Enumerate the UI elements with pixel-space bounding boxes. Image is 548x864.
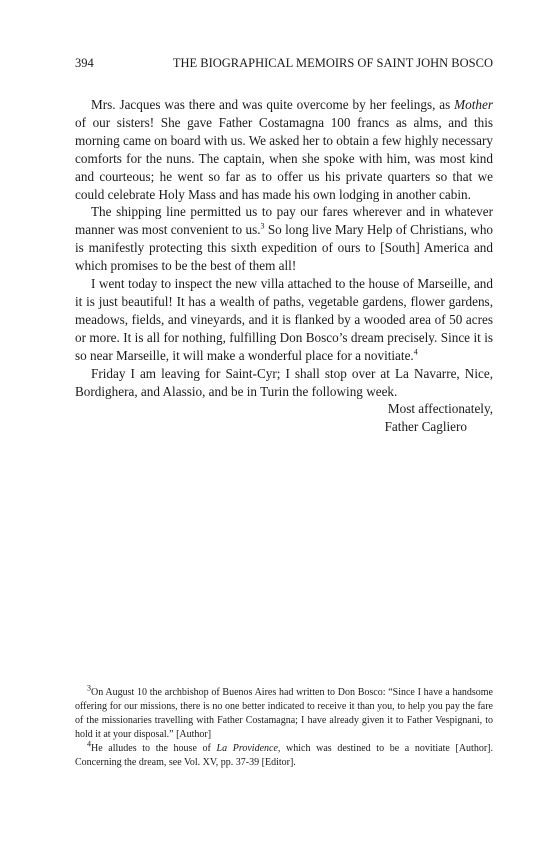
page-number: 394 — [75, 56, 94, 70]
footnote: $^3$On August 10 the archbishop of Buenos Aires had written to Don Bosco: “Since I have a handsome offering for our missions, there is no one better indicated to receive it than you, to help you pay the fare of the missionaries travelling with Father Costamagna; I have already given it to Father Vespignani, to hold it at your disposal.” [Author] — [75, 683, 493, 740]
running-title: THE BIOGRAPHICAL MEMOIRS OF SAINT JOHN BOSCO — [172, 56, 493, 70]
footnote-ref: 4 — [413, 347, 418, 357]
footnote-ref: 3 — [260, 221, 265, 231]
paragraph: I went today to inspect the new villa attached to the house of Marseille, and it is just beautiful! It has a wealth of paths, vegetable gardens, flower gardens, meadows, fields, and vineyards, and it is flanked by a wooded area of 50 acres or more. It is all for nothing, fulfilling Don Bosco’s dream precisely. Since it is so near Marseille, it will make a wonderful place for a novitiate.$^4$ — [75, 276, 493, 363]
footnote: $^4$He alludes to the house of La Providence, which was destined to be a novitiate [Author]. Concerning the dream, see Vol. XV, pp. 37-39 [Editor]. — [75, 739, 494, 768]
valediction: Most affectionately, — [387, 401, 493, 417]
paragraph: Friday I am leaving for Saint-Cyr; I shall stop over at La Navarre, Nice, Bordighera, and Alassio, and be in Turin the following week. — [75, 365, 493, 399]
paragraph: The shipping line permitted us to pay our fares wherever and in whatever manner was most convenient to us.$^3$ So long live Mary Help of Christians, who is manifestly protecting this sixth expedition of ours to [South] America and which promises to be the best of them all! — [75, 204, 494, 274]
signature: Father Cagliero — [384, 419, 467, 435]
letter-closing — [75, 400, 493, 436]
footnotes — [75, 683, 494, 770]
paragraph: Mrs. Jacques was there and was quite overcome by her feelings, as Mother of our sisters! She gave Father Costamagna 100 francs as alms, and this morning came on board with us. We asked her to obtain a few highly necessary comforts for the nuns. The captain, when she spoke with him, was most kind and courteous; he went so far as to offer us his private quarters so that we could celebrate Holy Mass and has made his own lodging in another cabin. — [75, 97, 494, 202]
running-header — [75, 56, 493, 71]
letter-body — [75, 96, 493, 436]
